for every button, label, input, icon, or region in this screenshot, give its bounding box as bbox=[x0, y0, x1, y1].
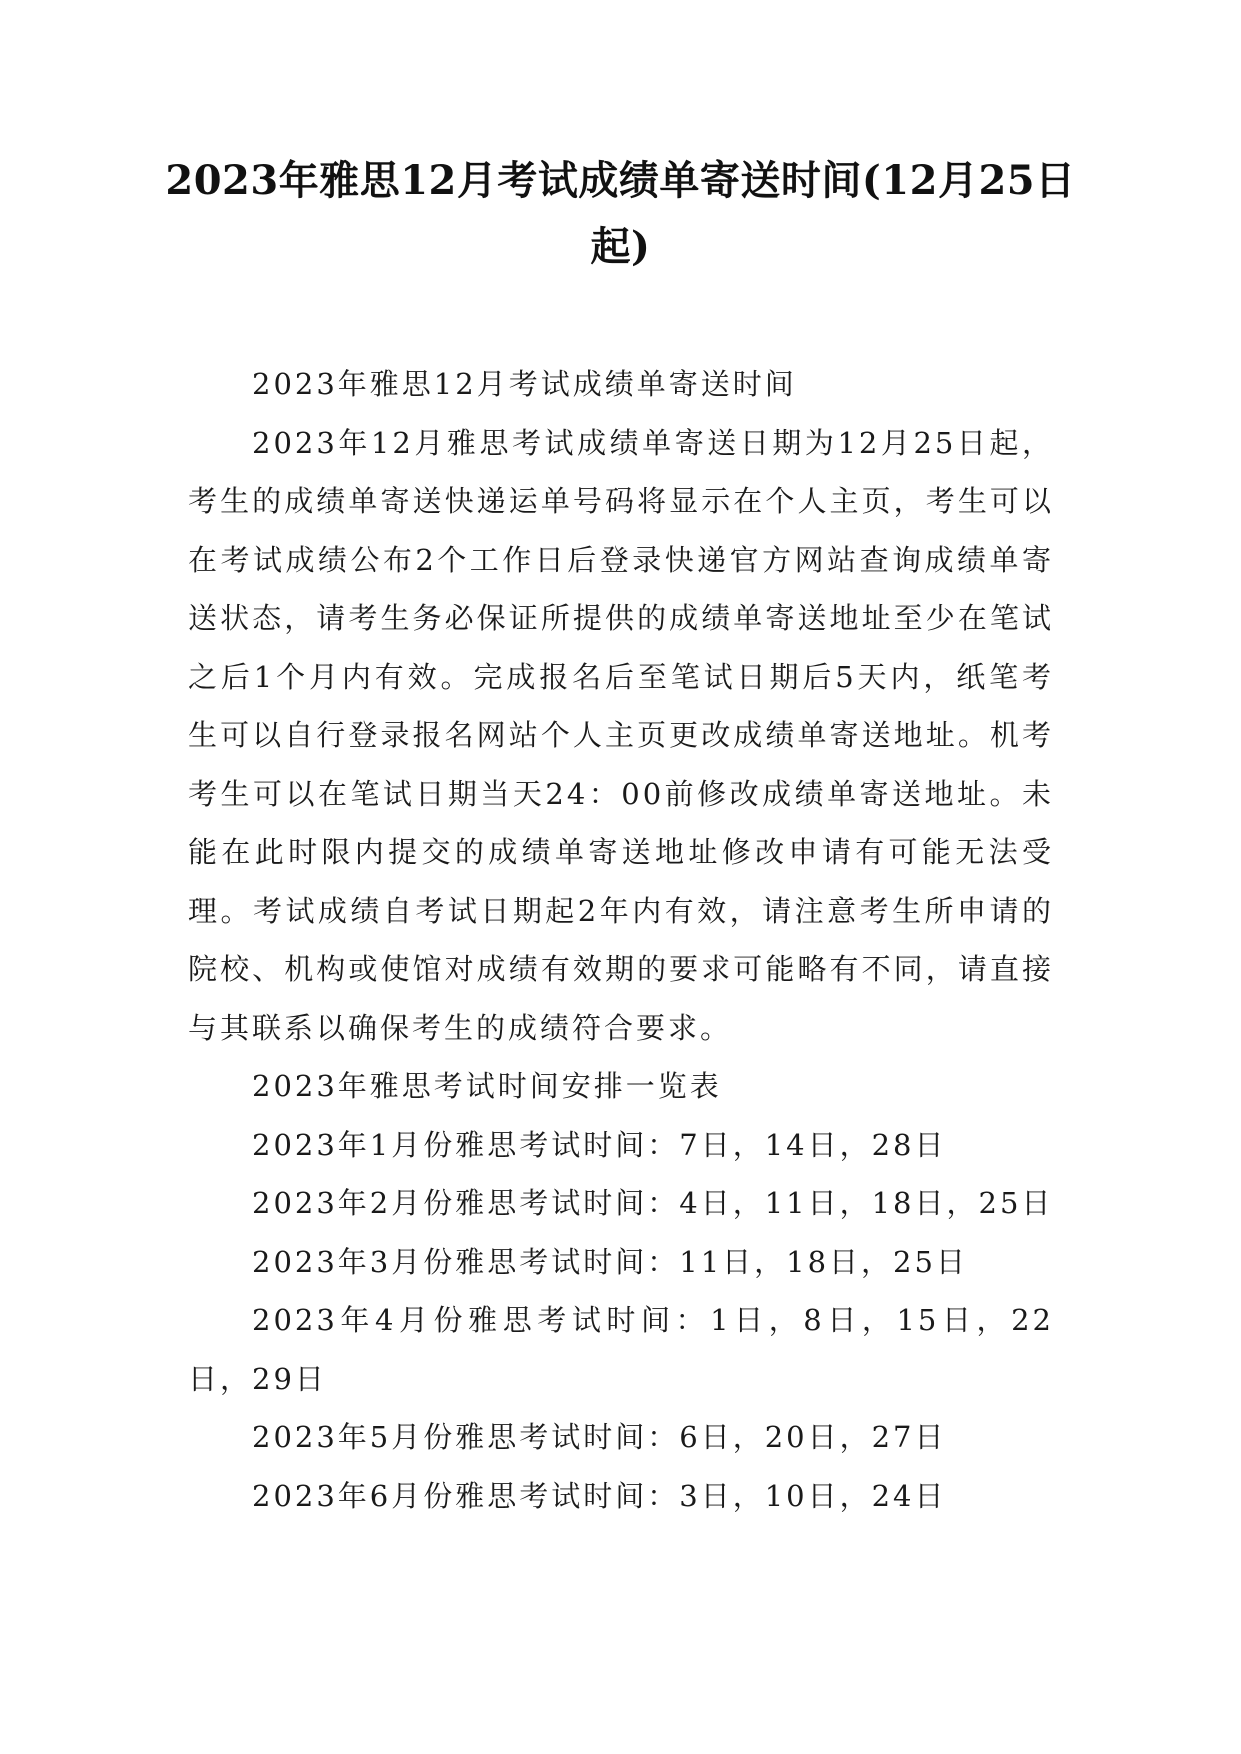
section-heading-exam-schedule: 2023年雅思考试时间安排一览表 bbox=[252, 1069, 722, 1103]
section-heading-score-mailing: 2023年雅思12月考试成绩单寄送时间 bbox=[252, 367, 797, 401]
document-title: 2023年雅思12月考试成绩单寄送时间(12月25日起) bbox=[165, 157, 1076, 270]
document-body bbox=[188, 355, 1054, 1525]
schedule-item-january: 2023年1月份雅思考试时间：7日，14日，28日 bbox=[252, 1127, 947, 1162]
schedule-item-june: 2023年6月份雅思考试时间：3日，10日，24日 bbox=[252, 1478, 947, 1513]
paragraph-score-mailing-details: 2023年12月雅思考试成绩单寄送日期为12月25日起，考生的成绩单寄送快递运单号码将显示在个人主页，考生可以在考试成绩公布2个工作日后登录快递官方网站查询成绩单寄送状态，请考生务必保证所提供的成绩单寄送地址至少在笔试之后1个月内有效。完成报名后至笔试日期后5天内，纸笔考生可以自行登录报名网站个人主页更改成绩单寄送地址。机考考生可以在笔试日期当天24：00前修改成绩单寄送地址。未能在此时限内提交的成绩单寄送地址修改申请有可能无法受理。考试成绩自考试日期起2年内有效，请注意考生所申请的院校、机构或使馆对成绩有效期的要求可能略有不同，请直接与其联系以确保考生的成绩符合要求。 bbox=[188, 425, 1054, 1045]
schedule-item-march: 2023年3月份雅思考试时间：11日，18日，25日 bbox=[252, 1244, 968, 1279]
schedule-item-february: 2023年2月份雅思考试时间：4日，11日，18日，25日 bbox=[252, 1186, 1054, 1220]
schedule-item-april: 2023年4月份雅思考试时间：1日，8日，15日，22日，29日 bbox=[188, 1303, 1054, 1396]
schedule-item-may: 2023年5月份雅思考试时间：6日，20日，27日 bbox=[252, 1420, 947, 1454]
